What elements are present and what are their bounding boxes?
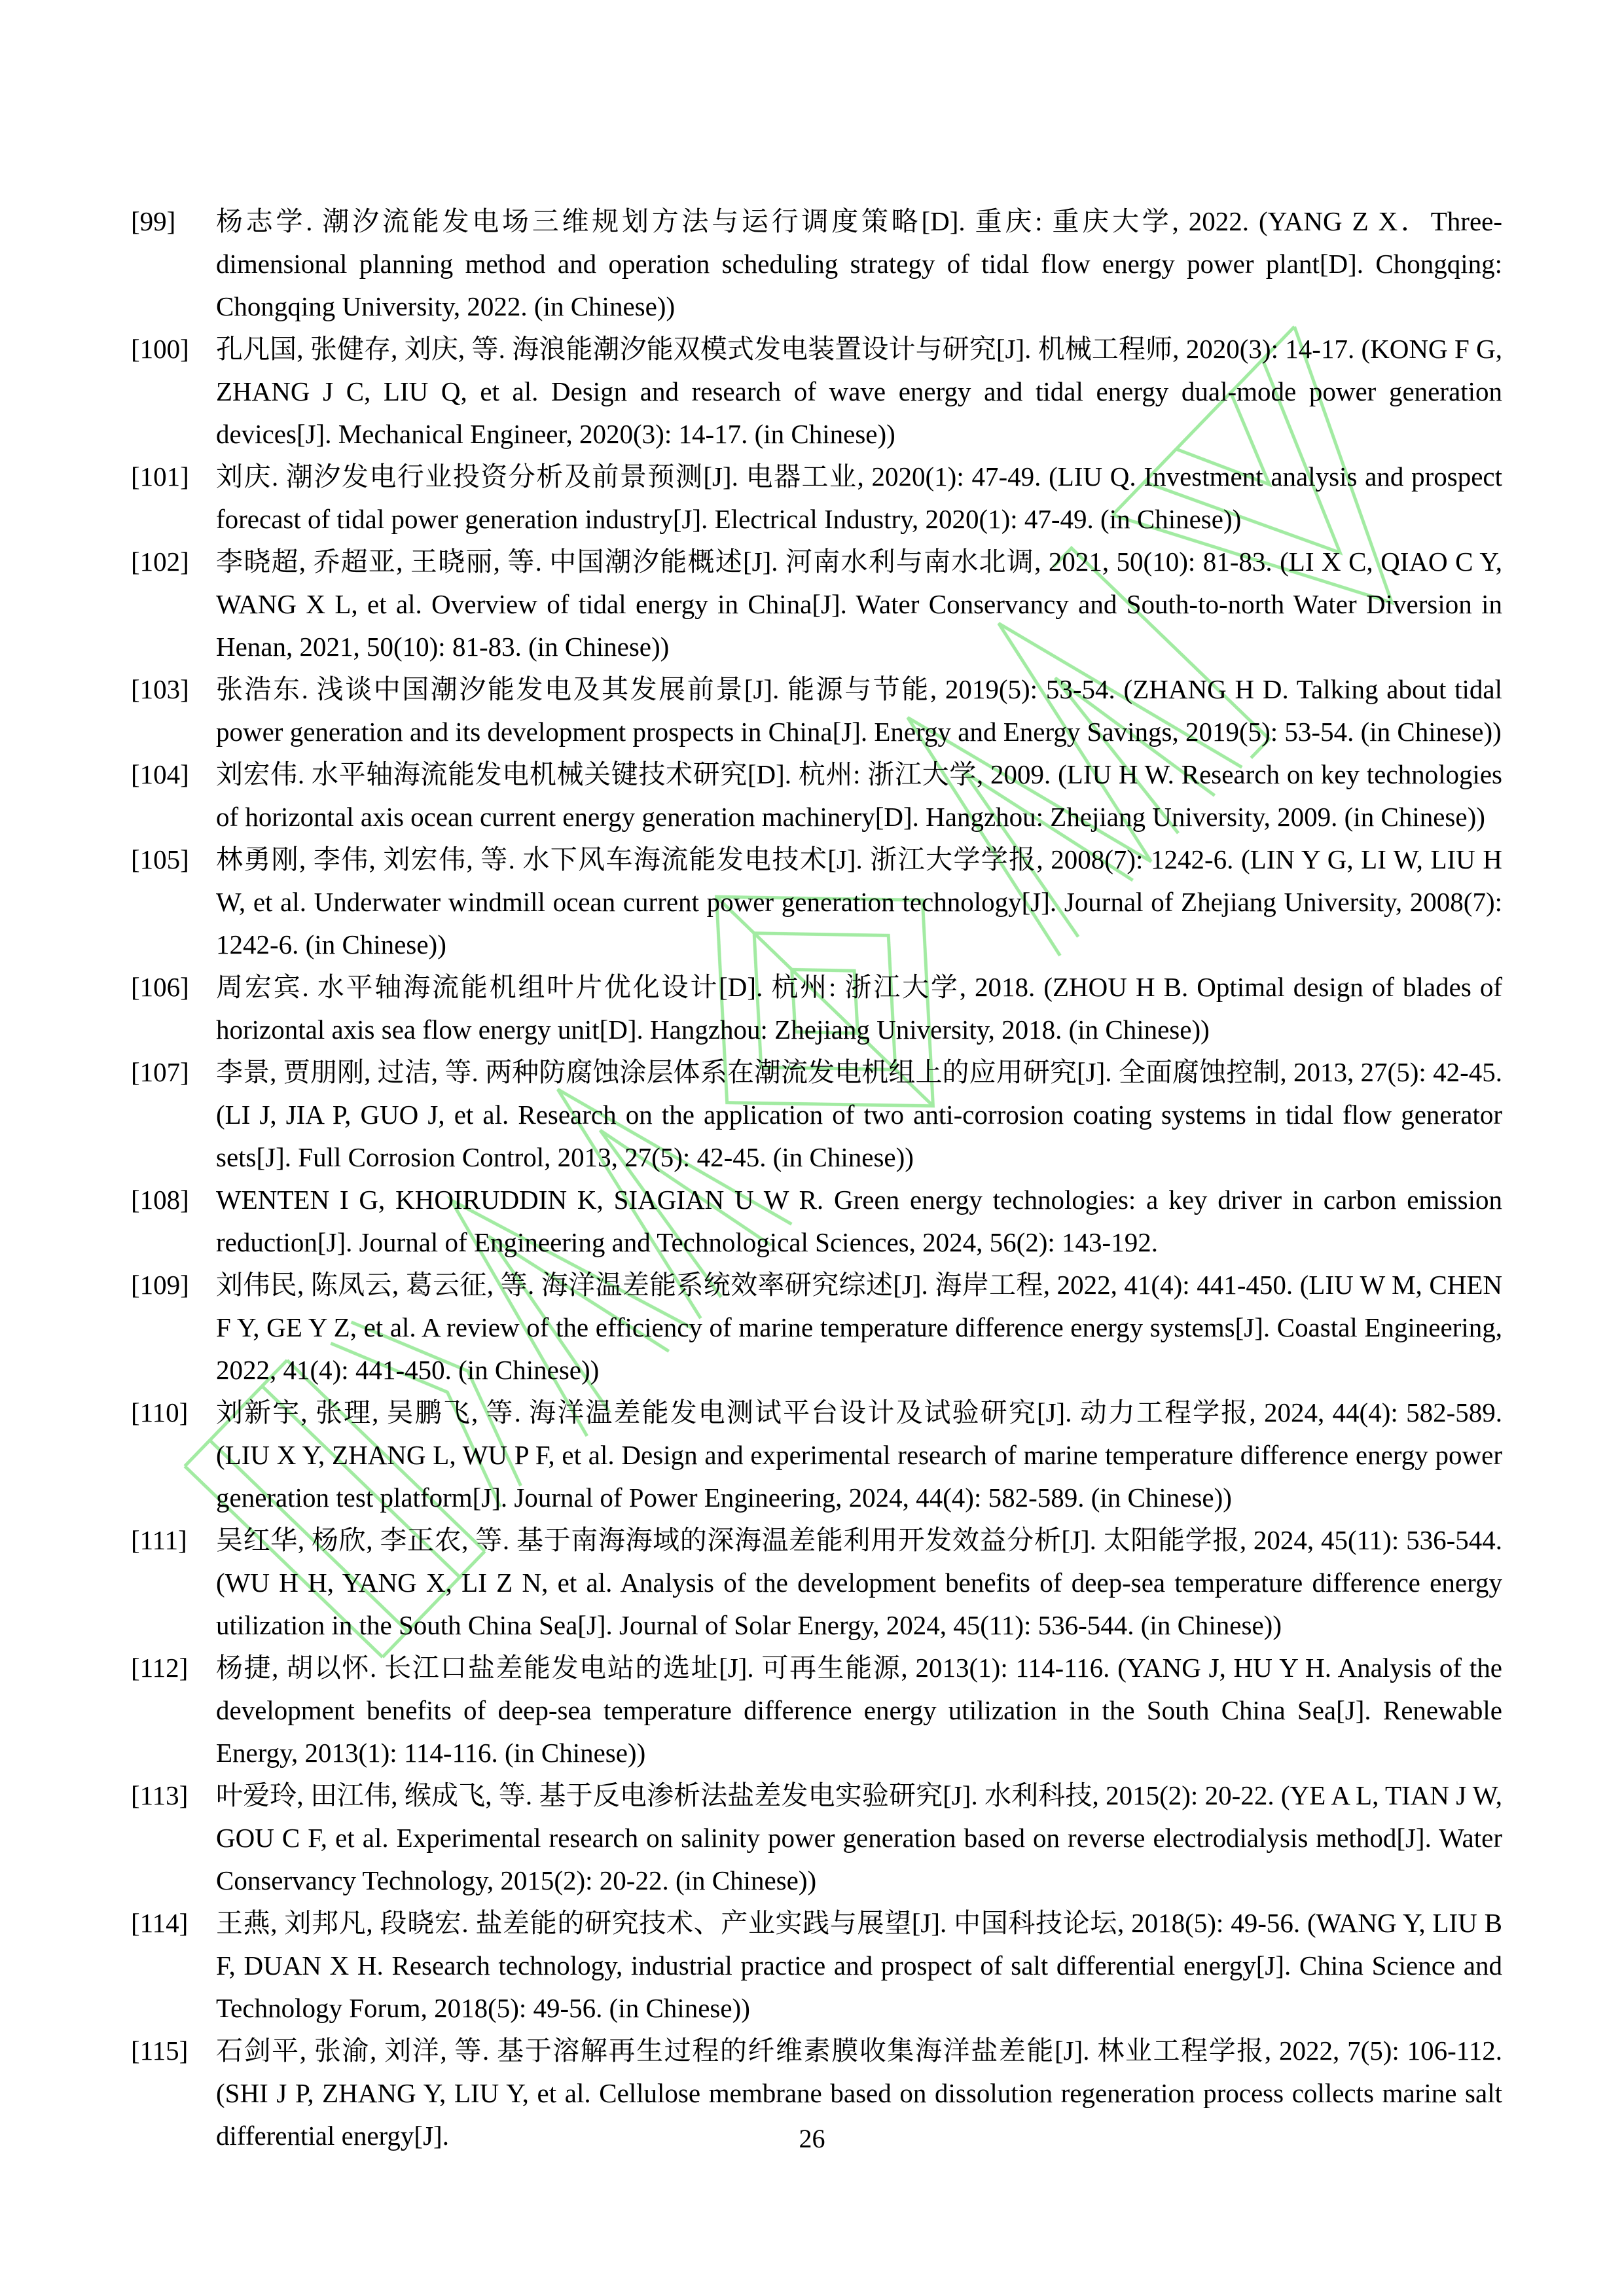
reference-item (131, 1519, 1502, 1647)
reference-text: 叶爱玲, 田江伟, 缑成飞, 等. 基于反电渗析法盐差发电实验研究[J]. 水利科技, 2015(2): 20-22. (YE A L, TIAN J W, GOU C F, et al. Experimental research on salinity power generation based on reverse electrodialysis method[J]. Water Conservancy Technology, 2015(2): 20-22. (in Chinese)) (216, 1780, 1502, 1895)
reference-number: [107] (131, 1057, 189, 1087)
reference-text: 李晓超, 乔超亚, 王晓丽, 等. 中国潮汐能概述[J]. 河南水利与南水北调, 2021, 50(10): 81-83. (LI X C, QIAO C Y, WANG X L, et al. Overview of tidal energy in China[J]. Water Conservancy and South-to-north Water Diversion in Henan, 2021, 50(10): 81-83. (in Chinese)) (216, 547, 1502, 662)
reference-item (131, 1264, 1502, 1391)
page-number: 26 (799, 2124, 825, 2153)
reference-text: 刘伟民, 陈凤云, 葛云征, 等. 海洋温差能系统效率研究综述[J]. 海岸工程, 2022, 41(4): 441-450. (LIU W M, CHEN F Y, GE Y Z, et al. A review of the efficiency of marine temperature difference energy systems[J]. Coastal Engineering, 2022, 41(4): 441-450. (in Chinese)) (216, 1270, 1502, 1385)
reference-number: [105] (131, 844, 189, 874)
reference-text: 刘庆. 潮汐发电行业投资分析及前景预测[J]. 电器工业, 2020(1): 47-49. (LIU Q. Investment analysis and prospect forecast of tidal power generation industry[J]. Electrical Industry, 2020(1): 47-49. (in Chinese)) (216, 461, 1502, 534)
reference-text: WENTEN I G, KHOIRUDDIN K, SIAGIAN U W R. Green energy technologies: a key driver in carbon emission reduction[J]. Journal of Engineering and Technological Sciences, 2024, 56(2): 143-192. (216, 1185, 1502, 1257)
reference-item (131, 1774, 1502, 1902)
reference-item (131, 328, 1502, 456)
reference-number: [99] (131, 206, 176, 236)
reference-number: [112] (131, 1653, 189, 1683)
reference-text: 杨捷, 胡以怀. 长江口盐差能发电站的选址[J]. 可再生能源, 2013(1): 114-116. (YANG J, HU Y H. Analysis of the development benefits of deep-sea temperature difference energy utilization in the South China Sea[J]. Renewable Energy, 2013(1): 114-116. (in Chinese)) (216, 1653, 1502, 1768)
reference-item (131, 1902, 1502, 2030)
reference-text: 林勇刚, 李伟, 刘宏伟, 等. 水下风车海流能发电技术[J]. 浙江大学学报, 2008(7): 1242-6. (LIN Y G, LI W, LIU H W, et al. Underwater windmill ocean current power generation technology[J]. Journal of Zhejiang University, 2008(7): 1242-6. (in Chinese)) (216, 844, 1502, 960)
reference-number: [109] (131, 1270, 189, 1300)
reference-list (131, 200, 1502, 2157)
reference-text: 孔凡国, 张健存, 刘庆, 等. 海浪能潮汐能双模式发电装置设计与研究[J]. 机械工程师, 2020(3): 14-17. (KONG F G, ZHANG J C, LIU Q, et al. Design and research of wave energy and tidal energy dual-mode power generation devices[J]. Mechanical Engineer, 2020(3): 14-17. (in Chinese)) (216, 334, 1502, 449)
reference-item (131, 541, 1502, 668)
reference-text: 周宏宾. 水平轴海流能机组叶片优化设计[D]. 杭州: 浙江大学, 2018. (ZHOU H B. Optimal design of blades of horizontal axis sea flow energy unit[D]. Hangzhou: Zhejiang University, 2018. (in Chinese)) (216, 972, 1502, 1045)
reference-text: 张浩东. 浅谈中国潮汐能发电及其发展前景[J]. 能源与节能, 2019(5): 53-54. (ZHANG H D. Talking about tidal power generation and its development prospects in China[J]. Energy and Energy Savings, 2019(5): 53-54. (in Chinese)) (216, 674, 1502, 747)
reference-text: 李景, 贾朋刚, 过洁, 等. 两种防腐蚀涂层体系在潮流发电机组上的应用研究[J]. 全面腐蚀控制, 2013, 27(5): 42-45. (LI J, JIA P, GUO J, et al. Research on the application of two anti-corrosion coating systems in tidal flow generator sets[J]. Full Corrosion Control, 2013, 27(5): 42-45. (in Chinese)) (216, 1057, 1502, 1172)
reference-text: 刘宏伟. 水平轴海流能发电机械关键技术研究[D]. 杭州: 浙江大学, 2009. (LIU H W. Research on key technologies of horizontal axis ocean current energy generation machinery[D]. Hangzhou: Zhejiang University, 2009. (in Chinese)) (216, 759, 1502, 832)
reference-text: 刘新宇, 张理, 吴鹏飞, 等. 海洋温差能发电测试平台设计及试验研究[J]. 动力工程学报, 2024, 44(4): 582-589. (LIU X Y, ZHANG L, WU P F, et al. Design and experimental research of marine temperature difference energy power generation test platform[J]. Journal of Power Engineering, 2024, 44(4): 582-589. (in Chinese)) (216, 1397, 1502, 1513)
reference-number: [114] (131, 1908, 189, 1938)
reference-item (131, 1051, 1502, 1179)
reference-number: [103] (131, 674, 189, 704)
reference-number: [100] (131, 334, 189, 364)
reference-item (131, 753, 1502, 838)
reference-number: [104] (131, 759, 189, 789)
reference-text: 杨志学. 潮汐流能发电场三维规划方法与运行调度策略[D]. 重庆: 重庆大学, 2022. (YANG Z X．Three-dimensional planning method and operation scheduling strategy of tidal flow energy power plant[D]. Chongqing: Chongqing University, 2022. (in Chinese)) (216, 206, 1502, 321)
reference-text: 王燕, 刘邦凡, 段晓宏. 盐差能的研究技术、产业实践与展望[J]. 中国科技论坛, 2018(5): 49-56. (WANG Y, LIU B F, DUAN X H. Research technology, industrial practice and prospect of salt differential energy[J]. China Science and Technology Forum, 2018(5): 49-56. (in Chinese)) (216, 1908, 1502, 2023)
reference-number: [106] (131, 972, 189, 1002)
reference-item (131, 1647, 1502, 1774)
reference-number: [113] (131, 1780, 189, 1810)
reference-item (131, 1179, 1502, 1264)
reference-item (131, 1391, 1502, 1519)
reference-item (131, 200, 1502, 328)
reference-item (131, 668, 1502, 753)
reference-item (131, 838, 1502, 966)
reference-number: [101] (131, 461, 189, 492)
reference-number: [115] (131, 2036, 189, 2066)
reference-text: 石剑平, 张渝, 刘洋, 等. 基于溶解再生过程的纤维素膜收集海洋盐差能[J]. 林业工程学报, 2022, 7(5): 106-112. (SHI J P, ZHANG Y, LIU Y, et al. Cellulose membrane based on dissolution regeneration process collects marine salt differential energy[J]. (216, 2036, 1502, 2151)
reference-number: [102] (131, 547, 189, 577)
reference-number: [110] (131, 1397, 189, 1427)
reference-item (131, 966, 1502, 1051)
reference-number: [111] (131, 1525, 187, 1555)
reference-number: [108] (131, 1185, 189, 1215)
reference-text: 吴红华, 杨欣, 李正农, 等. 基于南海海域的深海温差能利用开发效益分析[J]. 太阳能学报, 2024, 45(11): 536-544. (WU H H, YANG X, LI Z N, et al. Analysis of the development benefits of deep-sea temperature difference energy utilization in the South China Sea[J]. Journal of Solar Energy, 2024, 45(11): 536-544. (in Chinese)) (216, 1525, 1502, 1640)
reference-item (131, 456, 1502, 541)
